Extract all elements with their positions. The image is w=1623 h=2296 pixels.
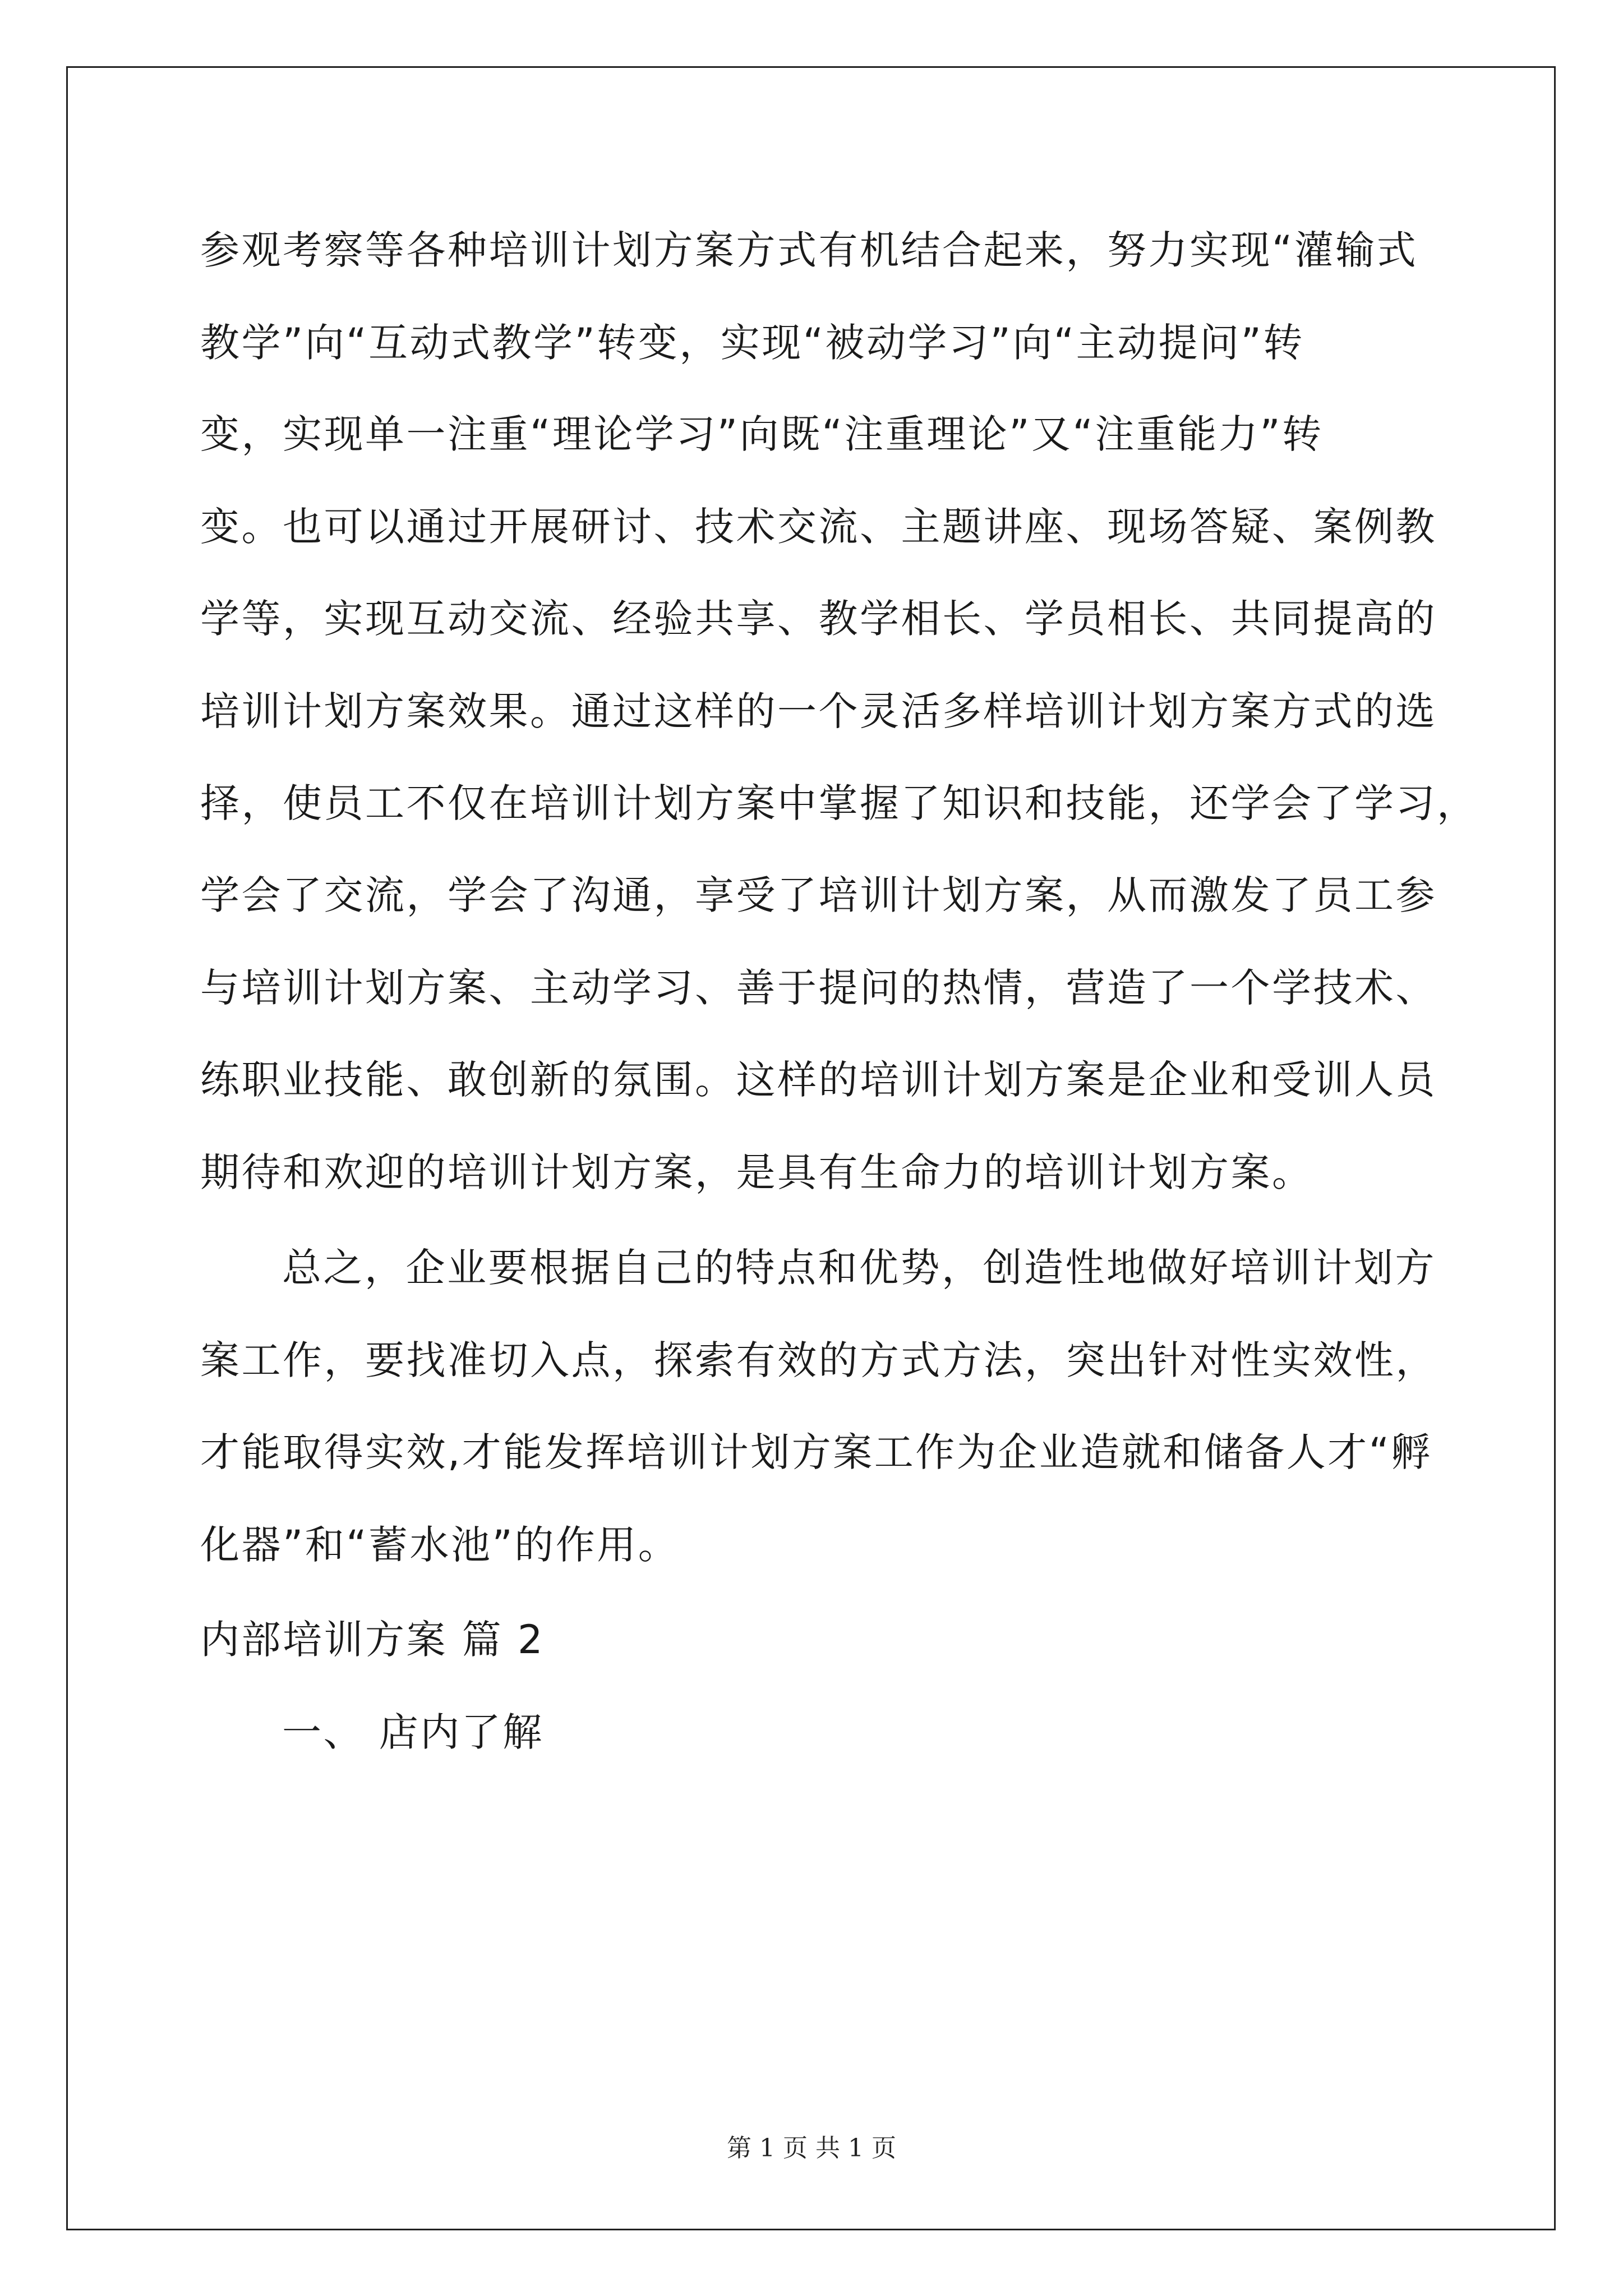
body-text-line: 才能取得实效,才能发挥培训计划方案工作为企业造就和储备人才“孵 <box>200 1429 1433 1475</box>
section-heading: 内部培训方案 篇 2 <box>200 1617 545 1663</box>
body-text-line: 学会了交流，学会了沟通，享受了培训计划方案，从而激发了员工参 <box>200 872 1437 918</box>
subsection-heading: 一、 店内了解 <box>282 1709 544 1755</box>
body-text-line: 变，实现单一注重“理论学习”向既“注重理论”又“注重能力”转 <box>200 411 1324 457</box>
paragraph-first-line: 总之，企业要根据自己的特点和优势，创造性地做好培训计划方 <box>282 1245 1436 1291</box>
body-text-line: 参观考察等各种培训计划方案方式有机结合起来，努力实现“灌输式 <box>200 227 1418 273</box>
body-text-line: 案工作，要找准切入点，探索有效的方式方法，突出针对性实效性， <box>200 1337 1437 1383</box>
body-text-line: 教学”向“互动式教学”转变，实现“被动学习”向“主动提问”转 <box>200 320 1304 366</box>
body-text-line: 练职业技能、敢创新的氛围。这样的培训计划方案是企业和受训人员 <box>200 1057 1437 1103</box>
body-text-line: 期待和欢迎的培训计划方案，是具有生命力的培训计划方案。 <box>200 1149 1313 1195</box>
body-text-line: 培训计划方案效果。通过这样的一个灵活多样培训计划方案方式的选 <box>200 688 1437 734</box>
body-text-line: 择，使员工不仅在培训计划方案中掌握了知识和技能，还学会了学习， <box>200 780 1478 826</box>
body-text-line: 变。也可以通过开展研讨、技术交流、主题讲座、现场答疑、案例教 <box>200 504 1437 550</box>
body-text-line: 学等，实现互动交流、经验共享、教学相长、学员相长、共同提高的 <box>200 596 1437 642</box>
body-text-line: 与培训计划方案、主动学习、善于提问的热情，营造了一个学技术、 <box>200 965 1437 1011</box>
body-text-line: 化器”和“蓄水池”的作用。 <box>200 1522 680 1568</box>
page-footer: 第 1 页 共 1 页 <box>727 2134 896 2162</box>
